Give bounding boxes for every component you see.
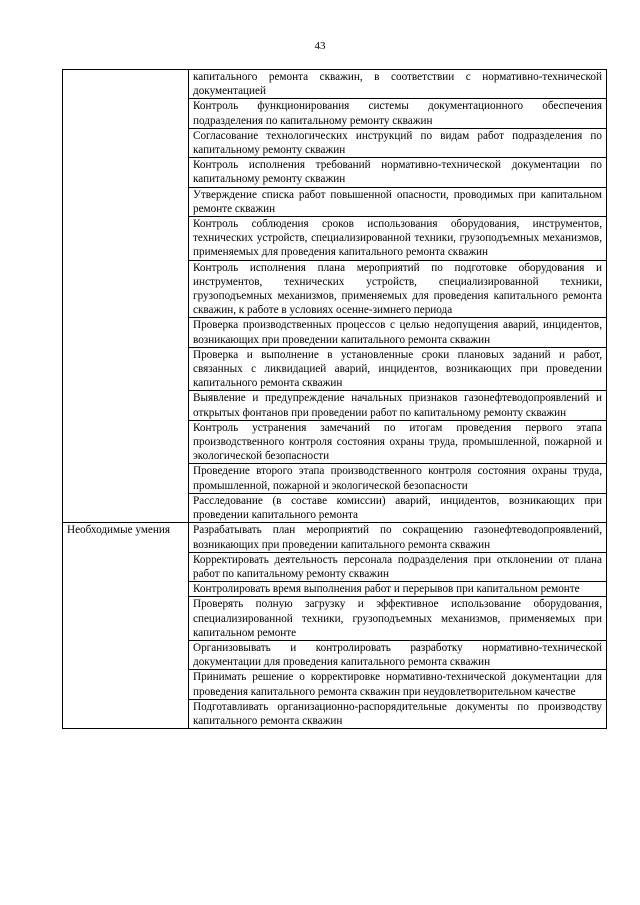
table-cell: Согласование технологических инструкций по видам работ подразделения по капитальному ремонту скважин bbox=[189, 128, 607, 157]
table-cell: Корректировать деятельность персонала подразделения при отклонении от плана работ по капитальному ремонту скважин bbox=[189, 552, 607, 581]
table-cell: Проверка производственных процессов с целью недопущения аварий, инцидентов, возникающих при проведении капитального ремонта скважин bbox=[189, 318, 607, 347]
table-cell: Организовывать и контролировать разработку нормативно-технической документации для проведения капитального ремонта скважин bbox=[189, 640, 607, 669]
table-cell: Контроль исполнения плана мероприятий по подготовке оборудования и инструментов, технических устройств, специализированной техники, грузоподъемных механизмов, применяемых для проведения капитального ремонта скважин, к работе в условиях осенне-зимнего периода bbox=[189, 260, 607, 318]
table-cell: Контроль устранения замечаний по итогам проведения первого этапа производственного контроля состояния охраны труда, промышленной, пожарной и экологической безопасности bbox=[189, 420, 607, 464]
table-row bbox=[63, 523, 607, 552]
table-cell: Контроль исполнения требований нормативно-технической документации по капитальному ремонту скважин bbox=[189, 158, 607, 187]
table-cell: Проведение второго этапа производственного контроля состояния охраны труда, промышленной, пожарной и экологической безопасности bbox=[189, 464, 607, 493]
table-cell: Утверждение списка работ повышенной опасности, проводимых при капитальном ремонте скважин bbox=[189, 187, 607, 216]
table-cell: капитального ремонта скважин, в соответствии с нормативно-технической документацией bbox=[189, 70, 607, 99]
table-cell: Контроль функционирования системы документационного обеспечения подразделения по капитальному ремонту скважин bbox=[189, 99, 607, 128]
table-row bbox=[63, 70, 607, 99]
table-cell: Контролировать время выполнения работ и перерывов при капитальном ремонте bbox=[189, 582, 607, 597]
table-cell: Подготавливать организационно-распорядительные документы по производству капитального ремонта скважин bbox=[189, 699, 607, 728]
table-cell: Принимать решение о корректировке нормативно-технической документации для проведения капитального ремонта скважин при неудовлетворительном качестве bbox=[189, 670, 607, 699]
row-label-empty bbox=[63, 70, 189, 523]
table-cell: Проверка и выполнение в установленные сроки плановых заданий и работ, связанных с ликвидацией аварий, инцидентов, возникающих при проведении капитального ремонта скважин bbox=[189, 347, 607, 391]
page-number: 43 bbox=[314, 40, 326, 52]
competency-table bbox=[62, 69, 607, 729]
table-cell: Расследование (в составе комиссии) аварий, инцидентов, возникающих при проведении капитального ремонта bbox=[189, 493, 607, 522]
table-cell: Разрабатывать план мероприятий по сокращению газонефтеводопроявлений, возникающих при проведении капитального ремонта скважин bbox=[189, 523, 607, 552]
table-cell: Выявление и предупреждение начальных признаков газонефтеводопроявлений и открытых фонтанов при проведении работ по капитальному ремонту скважин bbox=[189, 391, 607, 420]
table-cell: Проверять полную загрузку и эффективное использование оборудования, специализированной техники, грузоподъемных механизмов, применяемых при капитальном ремонте bbox=[189, 597, 607, 641]
table-cell: Контроль соблюдения сроков использования оборудования, инструментов, технических устройств, специализированной техники, грузоподъемных механизмов, применяемых для проведения капитального ремонта скважин bbox=[189, 217, 607, 261]
row-label-skills: Необходимые умения bbox=[63, 523, 189, 729]
